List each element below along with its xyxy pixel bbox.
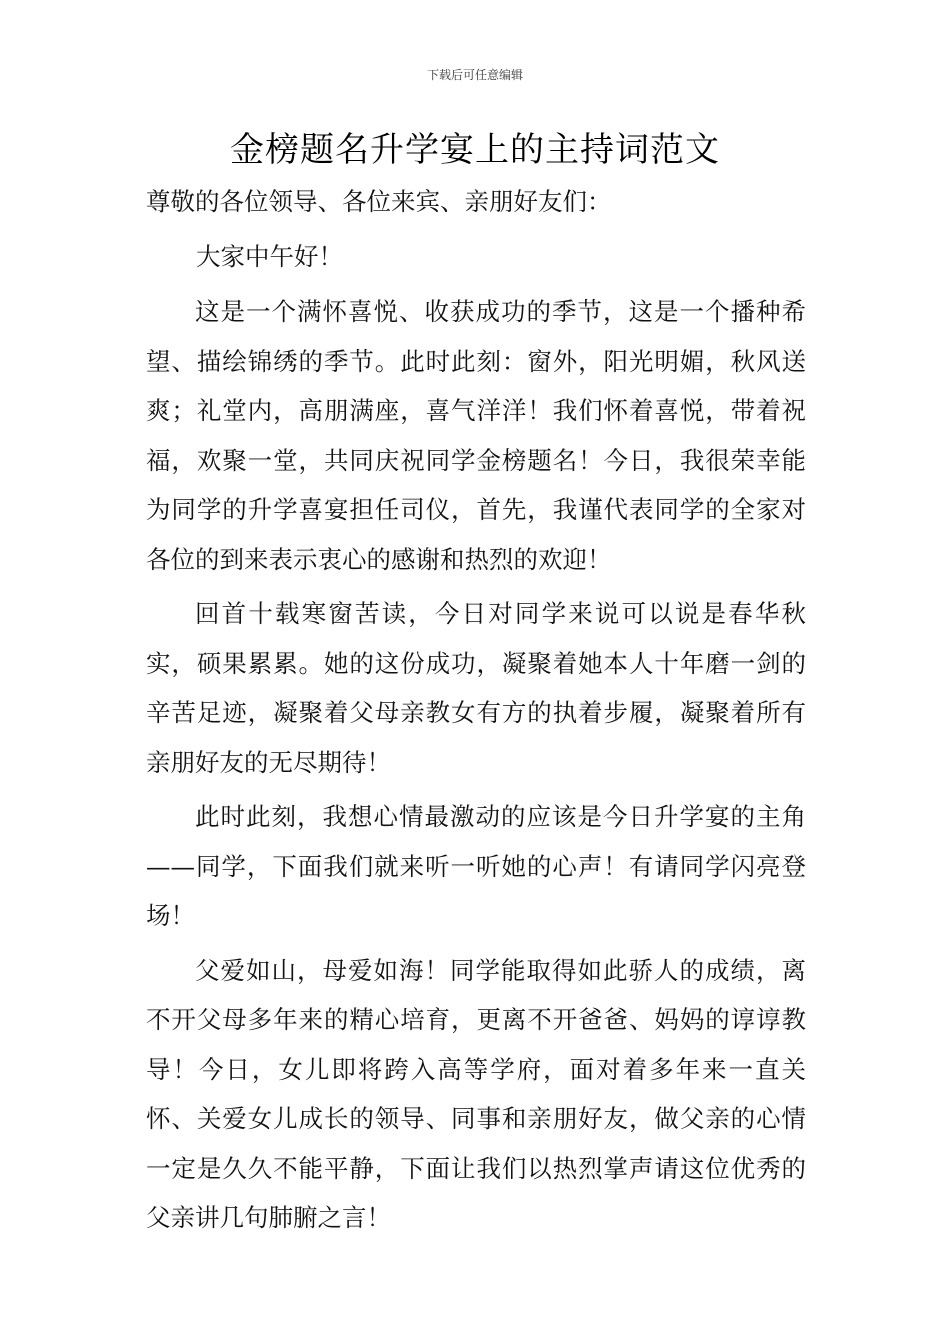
paragraph: 父爱如山，母爱如海！同学能取得如此骄人的成绩，离不开父母多年来的精心培育，更离不开爸爸、妈妈的谆谆教导！今日，女儿即将跨入高等学府，面对着多年来一直关怀、关爱女儿成长的领导、同事和亲朋好友，做父亲的心情一定是久久不能平静，下面让我们以热烈掌声请这位优秀的父亲讲几句肺腑之言！ (146, 955, 806, 1232)
paragraph: 此时此刻，我想心情最激动的应该是今日升学宴的主角——同学，下面我们就来听一听她的心声！有请同学闪亮登场！ (146, 802, 806, 930)
greeting: 大家中午好！ (196, 241, 343, 271)
salutation: 尊敬的各位领导、各位来宾、亲朋好友们： (146, 187, 612, 216)
header-note: 下载后可任意编辑 (426, 68, 523, 82)
paragraph: 这是一个满怀喜悦、收获成功的季节，这是一个播种希望、描绘锦绣的季节。此时此刻：窗外，阳光明媚，秋风送爽；礼堂内，高朋满座，喜气洋洋！我们怀着喜悦，带着祝福，欢聚一堂，共同庆祝同学金榜题名！今日，我很荣幸能为同学的升学喜宴担任司仪，首先，我谨代表同学的全家对各位的到来表示衷心的感谢和热烈的欢迎！ (146, 297, 806, 574)
paragraph: 回首十载寒窗苦读，今日对同学来说可以说是春华秋实，硕果累累。她的这份成功，凝聚着她本人十年磨一剑的辛苦足迹，凝聚着父母亲教女有方的执着步履，凝聚着所有亲朋好友的无尽期待！ (146, 599, 806, 777)
document-title: 金榜题名升学宴上的主持词范文 (230, 130, 720, 170)
document-body (146, 177, 806, 1248)
